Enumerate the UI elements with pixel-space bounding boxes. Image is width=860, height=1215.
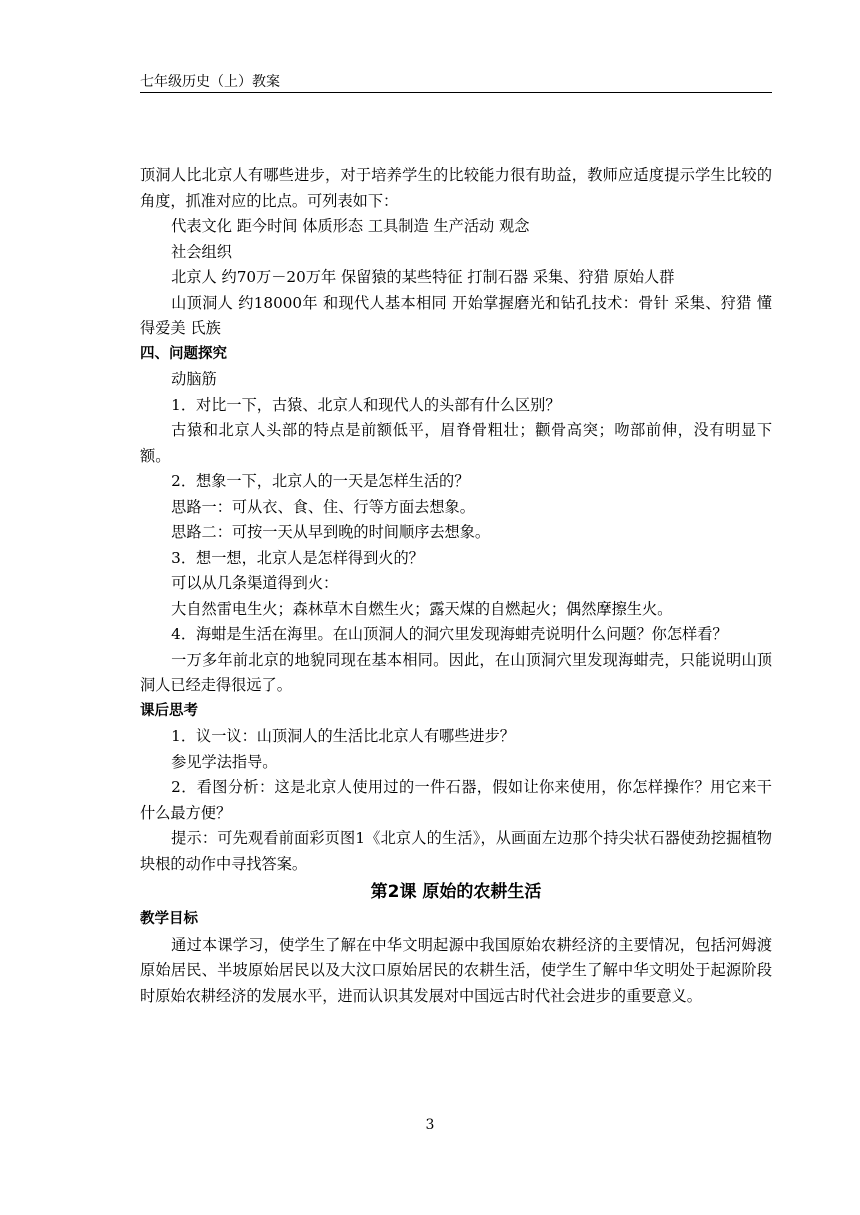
document-body xyxy=(140,163,772,1009)
section-heading: 课后思考 xyxy=(140,702,198,719)
page-number: 3 xyxy=(425,1117,435,1133)
answer: 可以从几条渠道得到火： xyxy=(171,574,339,592)
answer: 思路二：可按一天从早到晚的时间顺序去想象。 xyxy=(171,523,491,541)
answer: 一万多年前北京的地貌同现在基本相同。因此，在山顶洞穴里发现海蚶壳，只能说明山顶洞人已经走得很远了。 xyxy=(140,650,772,694)
running-header: 七年级历史（上）教案 xyxy=(140,74,280,90)
section-heading: 四、问题探究 xyxy=(140,345,227,362)
question: 2．想象一下，北京人的一天是怎样生活的？ xyxy=(171,472,470,490)
table-header-line: 社会组织 xyxy=(171,242,232,261)
paragraph: 顶洞人比北京人有哪些进步，对于培养学生的比较能力很有助益，教师应适度提示学生比较的角度，抓准对应的比点。可列表如下： xyxy=(140,166,772,210)
question: 3．想一想，北京人是怎样得到火的？ xyxy=(171,548,424,567)
answer: 提示：可先观看前面彩页图1《北京人的生活》，从画面左边那个持尖状石器使劲挖掘植物块根的动作中寻找答案。 xyxy=(140,829,772,873)
paragraph: 动脑筋 xyxy=(171,370,217,388)
table-header-line: 代表文化 距今时间 体质形态 工具制造 生产活动 观念 xyxy=(171,217,530,235)
question: 1．对比一下，古猿、北京人和现代人的头部有什么区别？ xyxy=(171,395,561,414)
question: 1．议一议：山顶洞人的生活比北京人有哪些进步？ xyxy=(171,727,515,745)
paragraph: 通过本课学习，使学生了解在中华文明起源中我国原始农耕经济的主要情况，包括河姆渡原始居民、半坡原始居民以及大汶口原始居民的农耕生活，使学生了解中华文明处于起源阶段时原始农耕经济的发展水平，进而认识其发展对中国远古时代社会进步的重要意义。 xyxy=(140,935,772,1005)
answer: 古猿和北京人头部的特点是前额低平，眉脊骨粗壮；颧骨高突；吻部前伸，没有明显下额。 xyxy=(140,421,772,465)
answer: 参见学法指导。 xyxy=(171,752,278,771)
question: 4．海蚶是生活在海里。在山顶洞人的洞穴里发现海蚶壳说明什么问题？你怎样看？ xyxy=(171,625,728,643)
table-row-upper-cave-man: 山顶洞人 约18000年 和现代人基本相同 开始掌握磨光和钻孔技术：骨针 采集、狩猎 懂得爱美 氏族 xyxy=(140,293,772,337)
question: 2．看图分析：这是北京人使用过的一件石器，假如让你来使用，你怎样操作？用它来干什么最方便？ xyxy=(140,778,772,822)
table-row-peking-man: 北京人 约70万－20万年 保留猿的某些特征 打制石器 采集、狩猎 原始人群 xyxy=(171,268,675,286)
answer: 思路一：可从衣、食、住、行等方面去想象。 xyxy=(171,497,475,516)
lesson-title: 第2课 原始的农耕生活 xyxy=(370,882,542,902)
section-heading: 教学目标 xyxy=(140,911,198,927)
answer: 大自然雷电生火；森林草木自燃生火；露天煤的自燃起火；偶然摩擦生火。 xyxy=(171,599,673,618)
header-rule xyxy=(140,92,772,93)
